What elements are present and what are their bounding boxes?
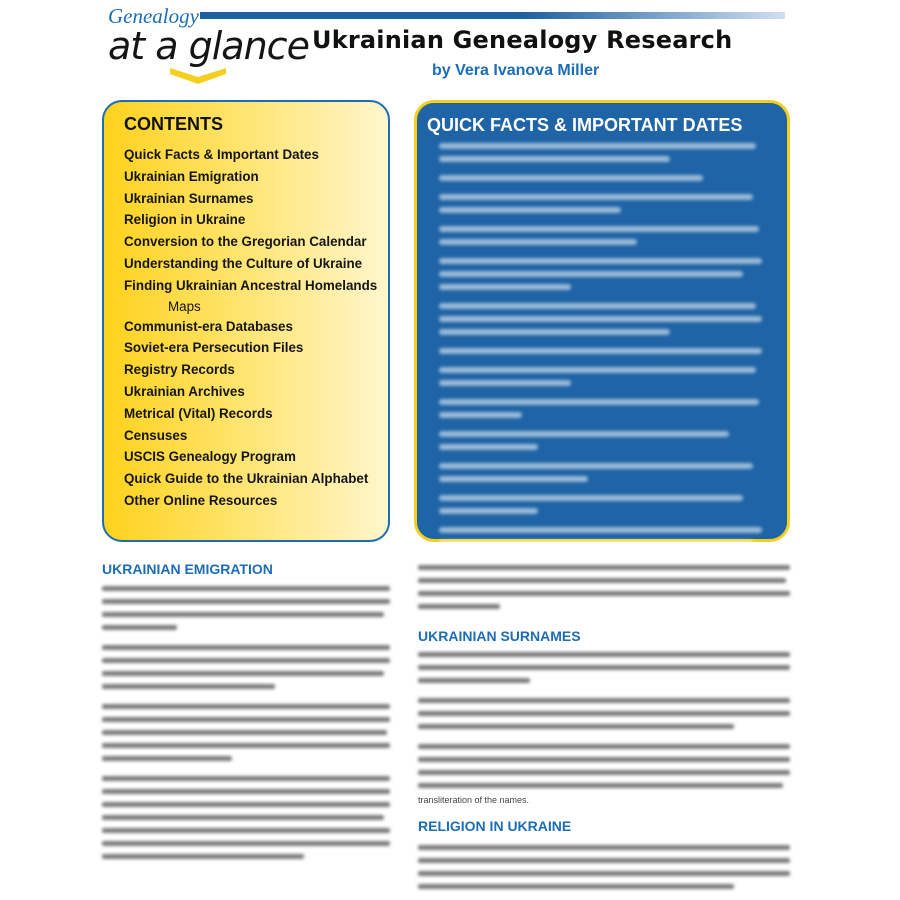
surnames-note: transliteration of the names. [418,795,530,805]
contents-item[interactable]: Quick Guide to the Ukrainian Alphabet [124,471,369,487]
contents-item[interactable]: Finding Ukrainian Ancestral Homelands [124,277,378,293]
contents-subitem[interactable]: Maps [168,298,201,314]
religion-blurred-text [418,845,790,897]
section-heading-emigration: UKRAINIAN EMIGRATION [102,561,273,577]
contents-item[interactable]: Soviet-era Persecution Files [124,340,304,356]
page-title: Ukrainian Genealogy Research [312,26,733,54]
contents-heading: CONTENTS [124,114,223,134]
contents-item[interactable]: Conversion to the Gregorian Calendar [124,234,367,250]
archives-blurred-text [418,565,790,617]
author-byline: by Vera Ivanova Miller [432,62,600,79]
section-heading-surnames: UKRAINIAN SURNAMES [418,628,581,644]
contents-item[interactable]: Ukrainian Emigration [124,168,259,184]
contents-item[interactable]: Censuses [124,427,188,443]
contents-list [124,144,377,512]
contents-item[interactable]: Other Online Resources [124,492,278,508]
contents-item[interactable]: Quick Facts & Important Dates [124,147,319,162]
contents-item[interactable]: Metrical (Vital) Records [124,405,273,421]
contents-item[interactable]: USCIS Genealogy Program [124,449,296,465]
header-accent-bar [200,12,785,19]
logo-at-a-glance: at a glance [108,24,309,68]
quick-facts-blurred-text [439,143,769,533]
contents-item[interactable]: Ukrainian Surnames [124,190,254,206]
contents-item[interactable]: Understanding the Culture of Ukraine [124,255,363,271]
surnames-blurred-text [418,652,790,796]
contents-item[interactable]: Religion in Ukraine [124,212,246,228]
quick-facts-box [414,100,790,542]
logo-genealogy: Genealogy [108,4,199,28]
logo-chevron-icon [170,68,226,84]
contents-item[interactable]: Registry Records [124,362,235,378]
section-heading-religion: RELIGION IN UKRAINE [418,818,572,834]
contents-box [102,100,390,542]
emigration-blurred-text [102,586,390,867]
contents-item[interactable]: Ukrainian Archives [124,383,245,399]
contents-item[interactable]: Communist-era Databases [124,318,293,334]
quick-facts-heading: QUICK FACTS & IMPORTANT DATES [427,115,743,135]
